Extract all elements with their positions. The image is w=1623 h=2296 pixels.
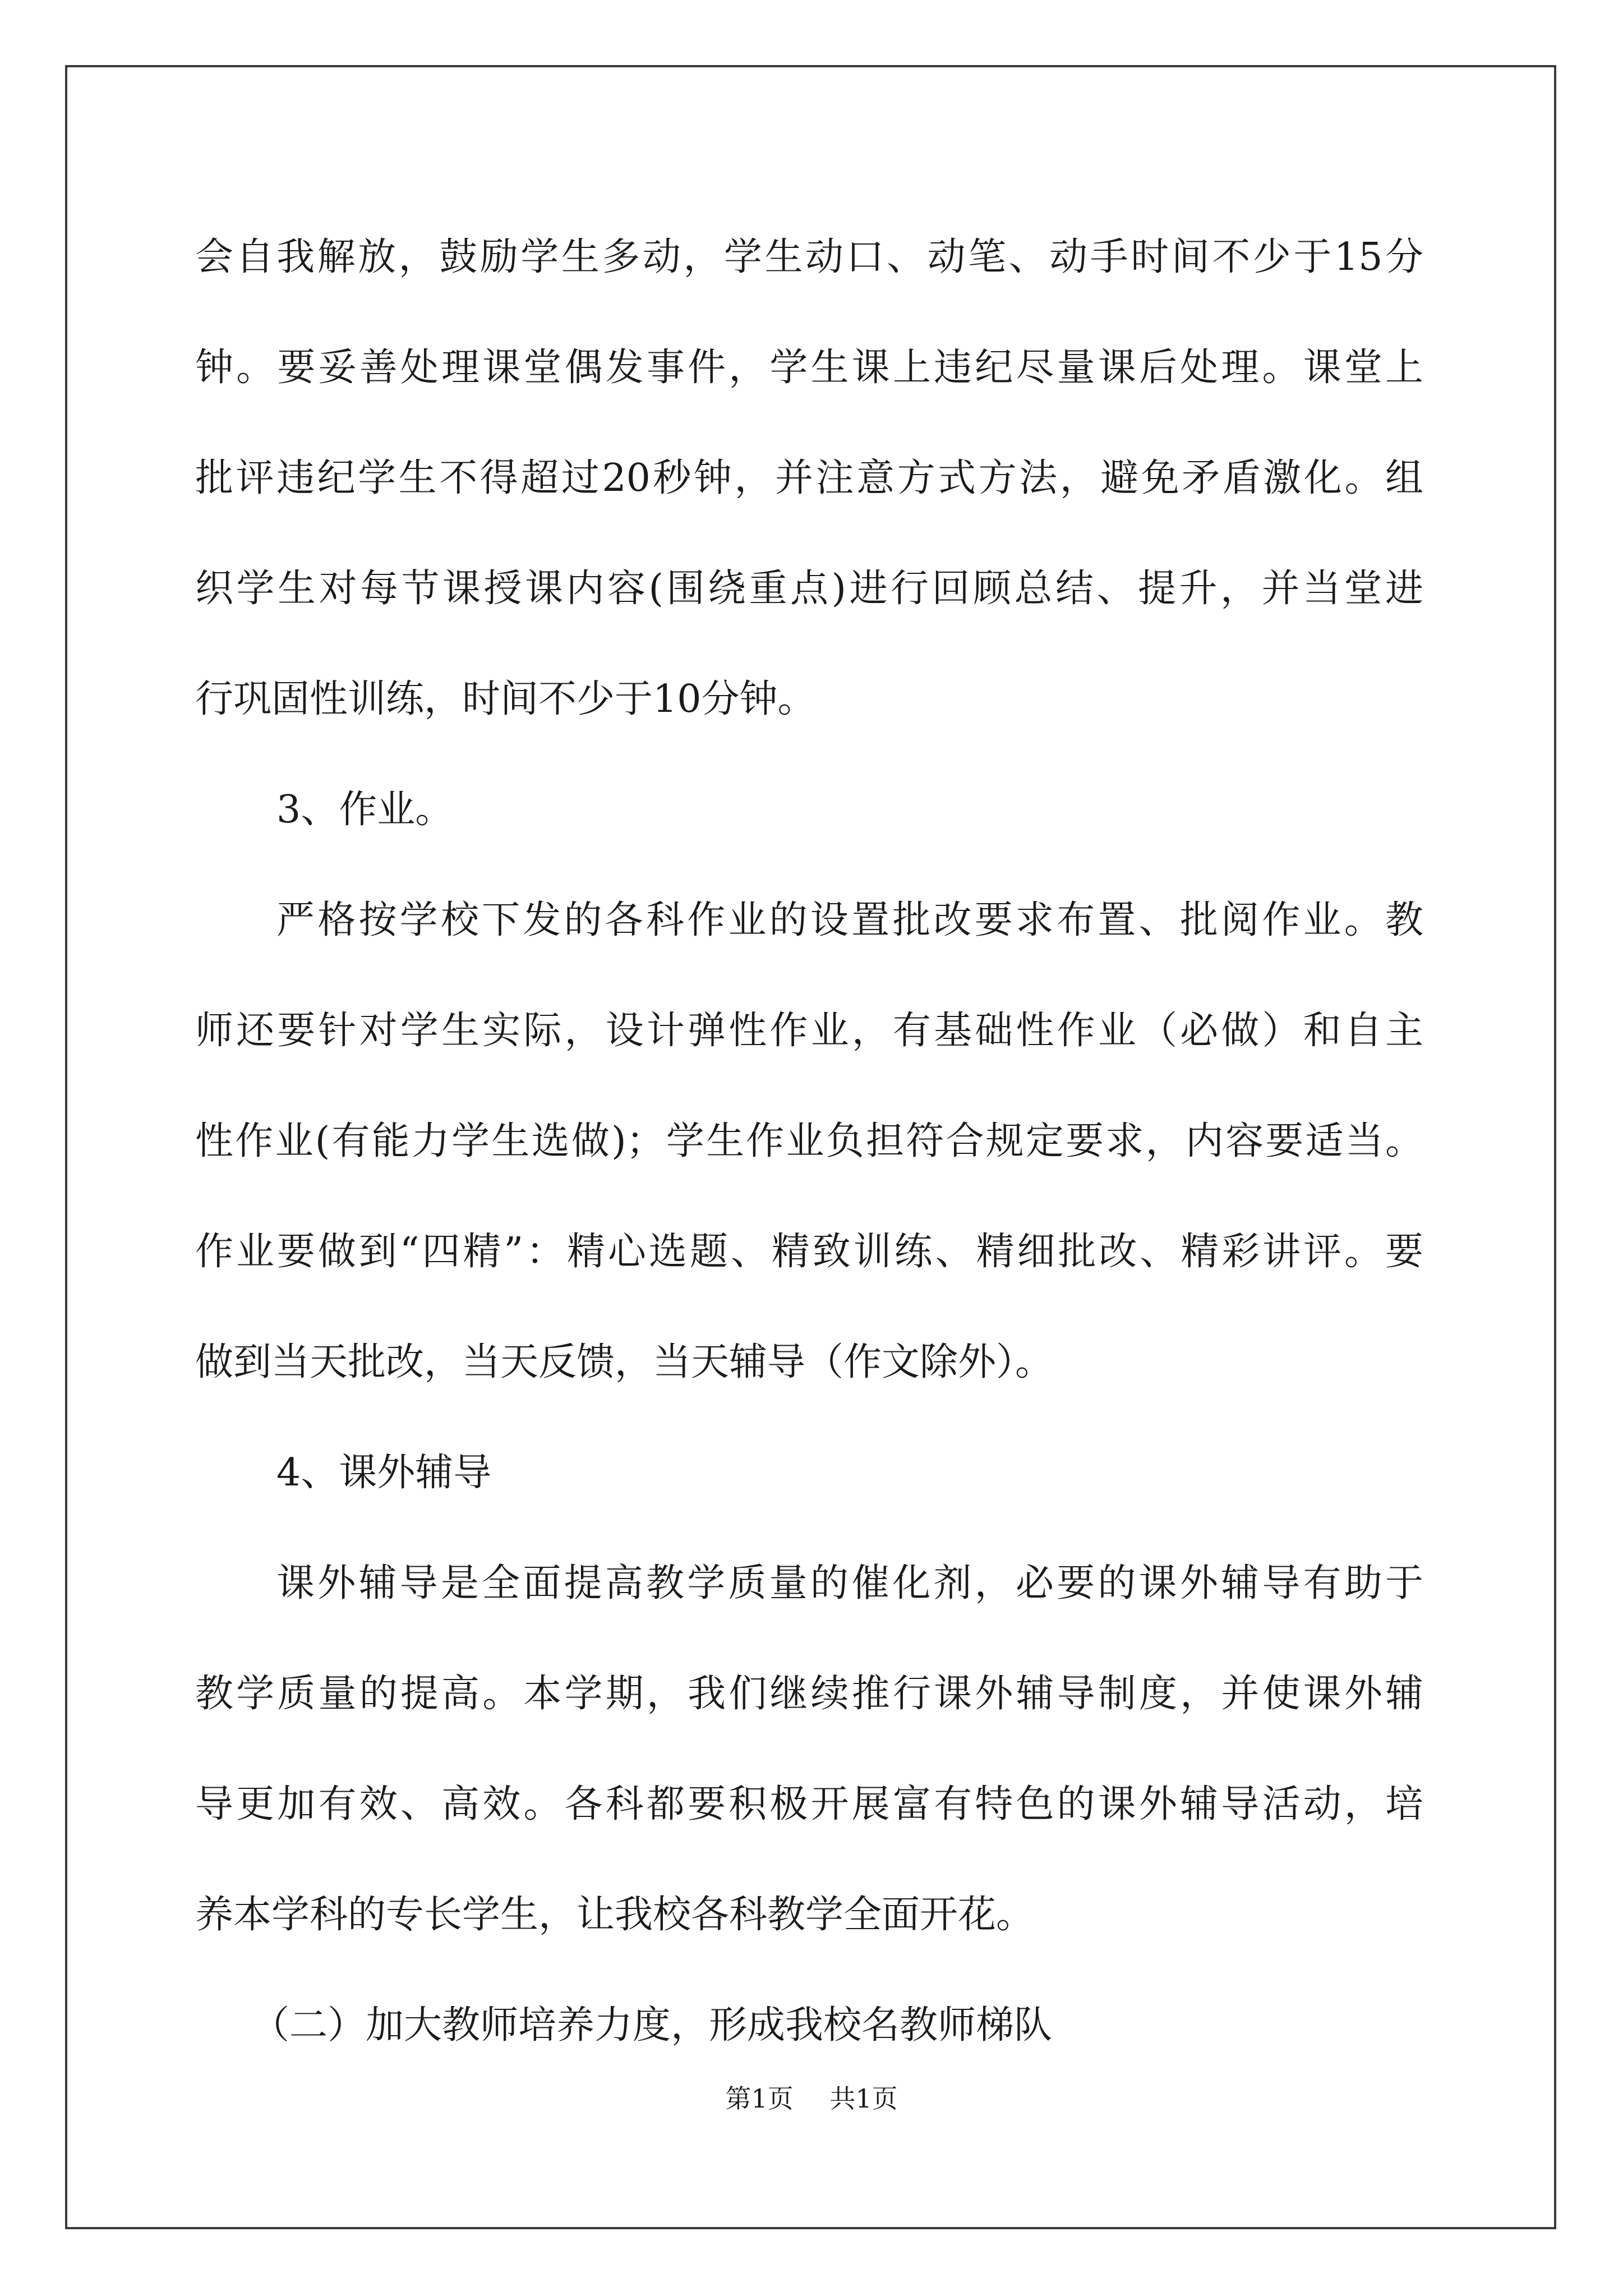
section-heading: 3、作业。 [276, 788, 454, 832]
paragraph-line: 导更加有效、高效。各科都要积极开展富有特色的课外辅导活动，培 [195, 1782, 1423, 1826]
paragraph-line: 教学质量的提高。本学期，我们继续推行课外辅导制度，并使课外辅 [195, 1672, 1423, 1716]
paragraph-line: 作业要做到“四精”：精心选题、精致训练、精细批改、精彩讲评。要 [195, 1230, 1423, 1274]
paragraph-line: 性作业(有能力学生选做)；学生作业负担符合规定要求，内容要适当。 [195, 1119, 1423, 1163]
section-heading: 4、课外辅导 [276, 1451, 492, 1495]
paragraph-line: 织学生对每节课授课内容(围绕重点)进行回顾总结、提升，并当堂进 [195, 567, 1423, 611]
paragraph-line: 做到当天批改，当天反馈，当天辅导（作文除外）。 [195, 1340, 1054, 1384]
page-footer [0, 2078, 1623, 2115]
paragraph-line: 行巩固性训练，时间不少于10分钟。 [195, 677, 816, 721]
section-heading: （二）加大教师培养力度，形成我校名教师梯队 [251, 2003, 1053, 2047]
document-body [195, 202, 1423, 2081]
paragraph-line: 严格按学校下发的各科作业的设置批改要求布置、批阅作业。教 [276, 898, 1423, 942]
paragraph-line: 师还要针对学生实际，设计弹性作业，有基础性作业（必做）和自主 [195, 1009, 1423, 1053]
page-total: 共1页 [829, 2083, 898, 2114]
paragraph-line: 批评违纪学生不得超过20秒钟，并注意方式方法，避免矛盾激化。组 [195, 456, 1423, 500]
paragraph-line: 钟。要妥善处理课堂偶发事件，学生课上违纪尽量课后处理。课堂上 [195, 346, 1423, 390]
page-number: 第1页 [725, 2083, 794, 2114]
paragraph-line: 会自我解放，鼓励学生多动，学生动口、动笔、动手时间不少于15分 [195, 235, 1423, 279]
paragraph-line: 课外辅导是全面提高教学质量的催化剂，必要的课外辅导有助于 [276, 1561, 1423, 1605]
paragraph-line: 养本学科的专长学生，让我校各科教学全面开花。 [195, 1893, 1035, 1937]
